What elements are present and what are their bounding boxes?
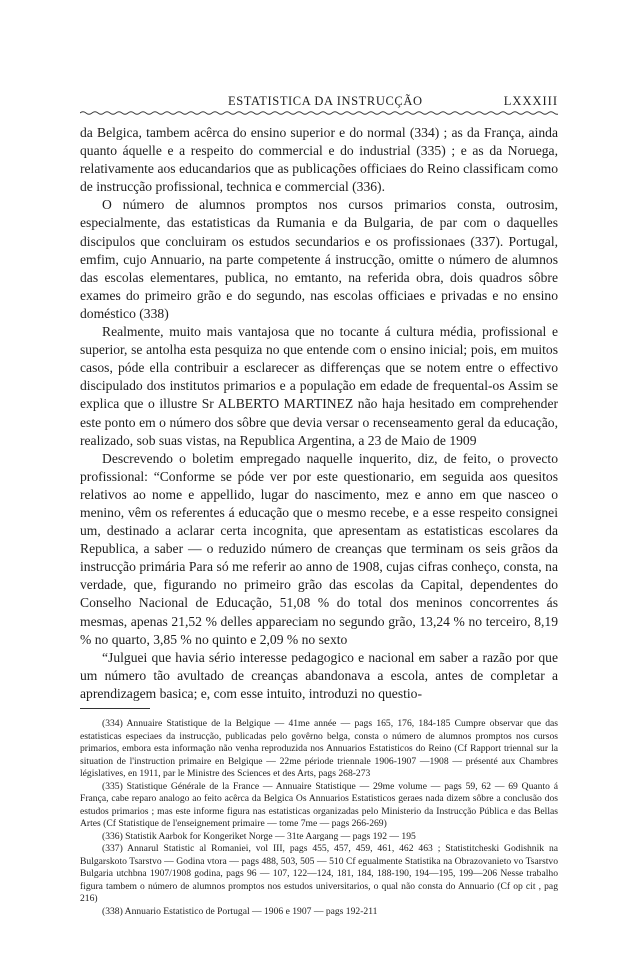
footnotes: [80, 718, 558, 918]
paragraph: Realmente, muito mais vantajosa que no tocante á cultura média, profissional e superior, se antolha esta pesquiza no que entende com o ensino inicial; pois, em muitos casos, póde ella contribuir a esclarecer as differenças que se notem entre o effectivo discipulado dos institutos primarios e a população em edade de frequental-os Assim se explica que o illustre Sr ALBERTO MARTINEZ não haja hesitado em comprehender este ponto em o número dos sôbre que devia versar o recenseamento geral da educação, realizado, sob suas vistas, na Republica Argentina, a 23 de Maio de 1909: [80, 324, 558, 448]
main-text: [80, 124, 558, 703]
running-title: ESTATISTICA DA INSTRUCÇÃO: [228, 94, 423, 108]
paragraph: Descrevendo o boletim empregado naquelle inquerito, diz, de feito, o provecto profissional: “Conforme se póde ver por este questionario, em seguida aos quesitos relativos ao nome e appellido, lugar do nascimento, mez e anno em que nasceo o menino, vêm os referentes á educação que o mesmo recebe, e a esse respeito consignei um, destinado a aclarar certa incognita, que apresentam as estatisticas escolares da Republica, a saber — o reduzido número de creanças que terminam os seis grãos da instrucção primária Para só me referir ao anno de 1908, cujas cifras conheço, consta, na verdade, que, figurando no primeiro grão das escolas da Capital, dependentes do Conselho Nacional de Educação, 51,08 % do total dos meninos concorrentes ás mesmas, apenas 21,52 % delles appareciam no segundo grão, 13,24 % no terceiro, 8,19 % no quarto, 3,85 % no quinto e 2,09 % no sexto: [80, 450, 558, 647]
paragraph: “Julguei que havia sério interesse pedagogico e nacional em saber a razão por que um número tão avultado de creanças abandonava a escola, antes de completar a aprendizagem basica; e, com esse intuito, introduzi no questio-: [80, 649, 558, 701]
footnote: (338) Annuario Estatistico de Portugal — 1906 e 1907 — pags 192-211: [102, 905, 378, 917]
footnote: (337) Annarul Statistic al Romaniei, vol III, pags 455, 457, 459, 461, 462 463 ; Statistitcheski Godishnik na Bulgarskoto Tsarstvo — Godina vtora — pags 488, 503, 505 — 510 Cf egualmente Statistika na Obrazovanieto vo Tsarstvo Bulgaria utchbna 1907/1908 godina, pags 96 — 107, 122—124, 181, 184, 188-190, 194—195, 199—206 Nesse trabalho figura tambem o número de alumnos promptos nos estudos universitarios, o qual não consta do Annuario (Cf op cit , pag 216): [80, 843, 558, 904]
wavy-rule: [80, 110, 558, 116]
footnote: (335) Statistique Générale de la France — Annuaire Statistique — 29me volume — pags 59, 62 — 69 Quanto á França, cabe reparo analogo ao feito acêrca da Belgica Os Annuarios Estatisticos geraes nada dizem sôbre a conclusão dos estudos primarios ; mas este informe figura nas estatisticas organizadas pelo Ministerio da Instrucção Pública e das Bellas Artes (Cf Statistique de l'enseignement primaire — tome 7me — pags 266-269): [80, 780, 558, 829]
paragraph: O número de alumnos promptos nos cursos primarios consta, outrosim, especialmente, das estatisticas da Rumania e da Bulgaria, de par com o daquelles discipulos que concluiram os estudos secundarios e os profissionaes (337). Portugal, emfim, cujo Annuario, na parte competente á instrucção, omitte o número de alumnos das escolas elementares, publica, no emtanto, na referida obra, dois quadros sôbre exames do primeiro grão e do segundo, nas escolas officiaes e privadas e no ensino doméstico (338): [80, 197, 558, 321]
paragraph: da Belgica, tambem acêrca do ensino superior e do normal (334) ; as da França, ainda quanto áquelle e a respeito do commercial e do industrial (335) ; e as da Noruega, relativamente aos educandarios que as publicações officiaes do Reino classificam como de instrucção profissional, technica e commercial (336).: [80, 125, 558, 195]
running-header: [80, 94, 558, 116]
footnote: (336) Statistik Aarbok for Kongeriket Norge — 31te Aargang — pags 192 — 195: [102, 830, 416, 842]
footnote: (334) Annuaire Statistique de la Belgique — 41me année — pags 165, 176, 184-185 Cumpre observar que das estatisticas especiaes da instrucção, publicadas pelo govêrno belga, consta o número de alumnos promptos nos cursos primarios, embora esta informação não venha reproduzida nos Annuarios Estatisticos do Reino (Cf Rapport triennal sur la situation de l'instruction primaire en Belgique — 22me période triennale 1906-1907 —1908 — présenté aux Chambres législatives, en 1911, par le Ministre des Sciences et des Arts, pags 268-273: [80, 718, 558, 779]
footnote-separator: [80, 708, 150, 709]
page-number: LXXXIII: [503, 94, 558, 108]
